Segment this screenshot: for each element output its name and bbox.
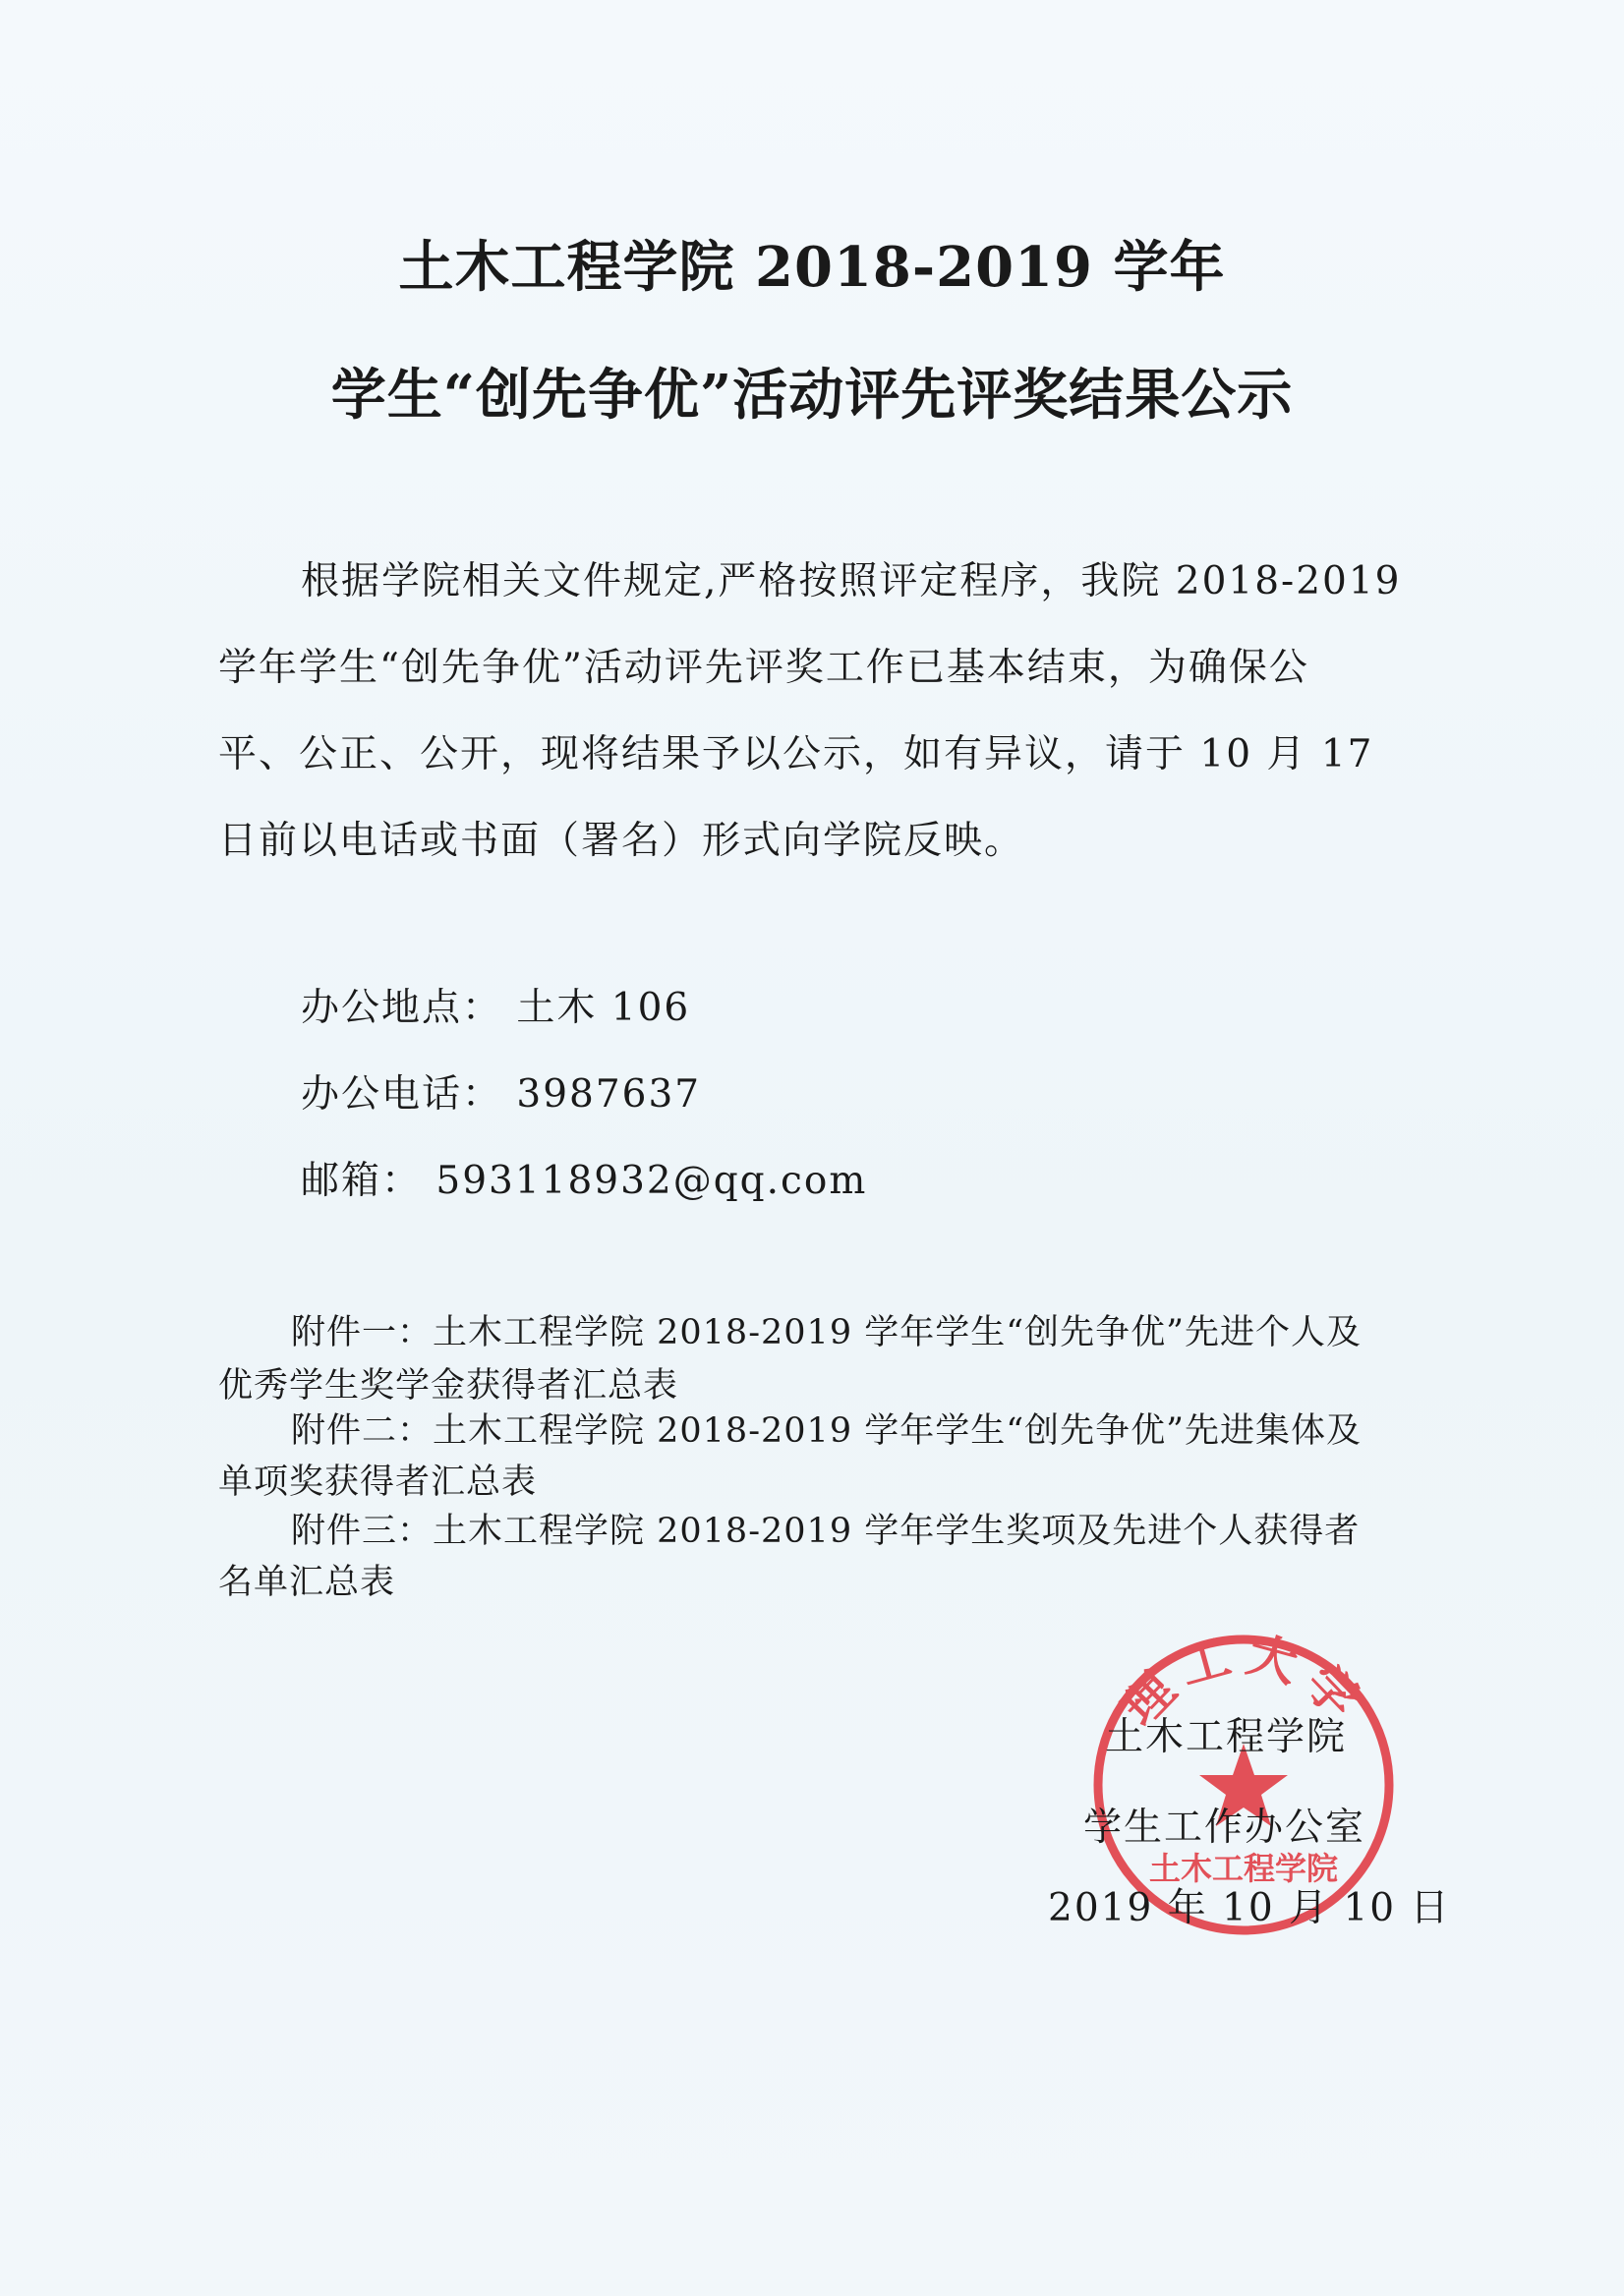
document-title-line-2: 学生“创先争优”活动评先评奖结果公示	[330, 363, 1294, 428]
signature-office: 学生工作办公室	[1083, 1806, 1366, 1850]
body-paragraph-line-4: 日前以电话或书面（署名）形式向学院反映。	[218, 819, 1025, 863]
document-title-line-1: 土木工程学院 2018-2019 学年	[398, 235, 1226, 300]
attachment-3-line-2: 名单汇总表	[218, 1563, 396, 1602]
body-paragraph-line-1: 根据学院相关文件规定,严格按照评定程序，我院 2018-2019	[301, 559, 1402, 603]
attachment-2-line-2: 单项奖获得者汇总表	[218, 1463, 538, 1502]
seal-outer-text: 理工大学	[1111, 1628, 1376, 1737]
signature-date: 2019 年 10 月 10 日	[1048, 1886, 1451, 1930]
signature-college: 土木工程学院	[1105, 1715, 1348, 1759]
attachment-1-line-1: 附件一：土木工程学院 2018-2019 学年学生“创先争优”先进个人及	[291, 1313, 1363, 1352]
attachment-2-line-1: 附件二：土木工程学院 2018-2019 学年学生“创先争优”先进集体及	[291, 1411, 1363, 1451]
email-address: 邮箱： 593118932@qq.com	[301, 1159, 868, 1203]
office-location: 办公地点： 土木 106	[301, 986, 691, 1030]
seal-inner-text: 土木工程学院	[1148, 1850, 1339, 1887]
attachment-1-line-2: 优秀学生奖学金获得者汇总表	[218, 1366, 679, 1406]
body-paragraph-line-3: 平、公正、公开，现将结果予以公示，如有异议，请于 10 月 17	[218, 732, 1374, 776]
attachment-3-line-1: 附件三：土木工程学院 2018-2019 学年学生奖项及先进个人获得者	[291, 1512, 1361, 1551]
body-paragraph-line-2: 学年学生“创先争优”活动评先评奖工作已基本结束，为确保公	[218, 646, 1309, 690]
office-phone: 办公电话： 3987637	[301, 1072, 702, 1117]
